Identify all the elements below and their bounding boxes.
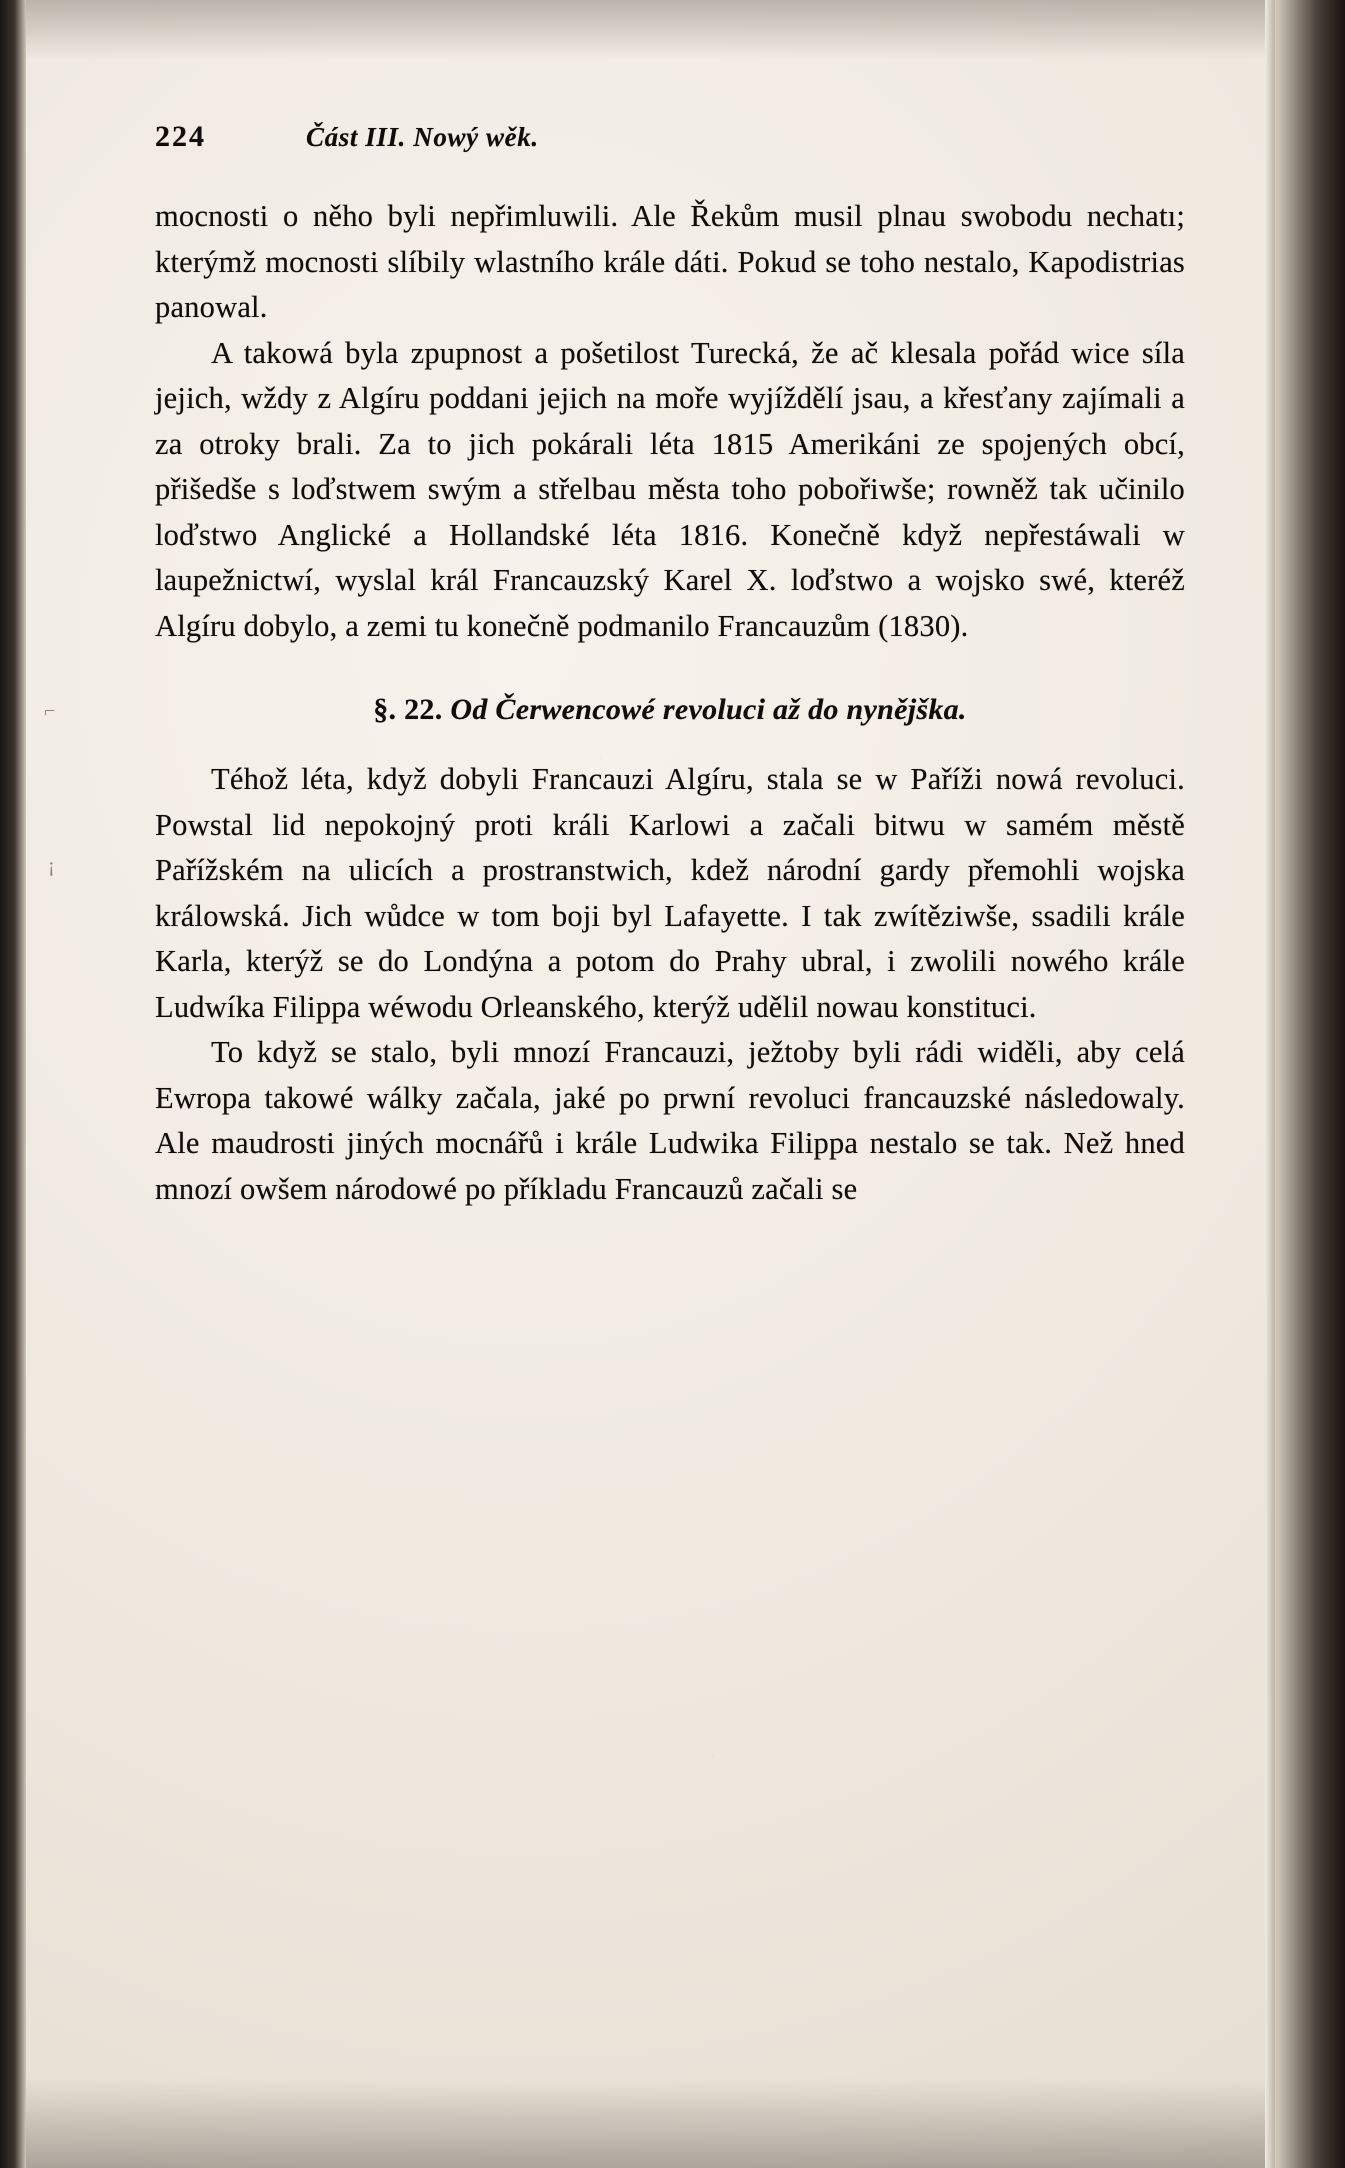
running-title: Část III. Nowý wěk. <box>306 122 539 152</box>
margin-mark-lower: ¡ <box>48 855 55 877</box>
paragraph: mocnosti o něho byli nepřimluwili. Ale Řekům musil plnau swobodu nechatı; kterýmž mocnosti slíbily wlastního krále dáti. Pokud se toho nestalo, Kapodistrias panowal. <box>155 199 1185 324</box>
left-scan-gutter <box>0 0 26 2168</box>
section-heading <box>155 693 1185 727</box>
page-number: 224 <box>155 120 206 153</box>
section-mark: §. 22. <box>373 693 443 726</box>
right-page-edge <box>1265 0 1275 2168</box>
paragraph: A takowá byla zpupnost a pošetilost Turecká, že ač klesala pořád wice síla jejich, wždy z Algíru poddani jejich na moře wyjíždělí jsau, a křesťany zajímali a za otroky brali. Za to jich pokárali léta 1815 Amerikáni ze spojených obcí, přišedše s loďstwem swým a střelbau města toho pobořiwše; rowněž tak učinilo loďstwo Anglické a Hollandské léta 1816. Konečně když nepřestáwali w laupežnictwí, wyslal král Francauzský Karel X. loďstwo a wojsko swé, kteréž Algíru dobylo, a zemi tu konečně podmanilo Francauzům (1830). <box>155 335 1185 643</box>
page-text-block <box>155 120 1185 1212</box>
paragraph: Téhož léta, když dobyli Francauzi Algíru, stala se w Paříži nowá revoluci. Powstal lid nepokojný proti králi Karlowi a začali bitwu w samém městě Pařížském na ulicích a prostranstwich, kdež národní gardy přemohli wojska králowská. Jich wůdce w tom boji byl Lafayette. I tak zwítěziwše, ssadili krále Karla, kterýž se do Londýna a potom do Prahy ubral, i zwolili nowého krále Ludwíka Filippa wéwodu Orleanského, kterýž udělil nowau konstituci. <box>155 762 1185 1024</box>
margin-mark-upper: ⌐ <box>44 700 56 722</box>
section-title: Od Čerwencowé revoluci až do nynějška. <box>450 693 967 726</box>
paragraph: To když se stalo, byli mnozí Francauzi, ježtoby byli rádi widěli, aby celá Ewropa takowé wálky začala, jaké po prwní revoluci francauzské následowaly. Ale maudrosti jiných mocnářů i krále Ludwika Filippa nestalo se tak. Než hned mnozí owšem národowé po příkladu Francauzů začali se <box>155 1035 1185 1206</box>
running-head <box>155 120 1185 154</box>
right-scan-gutter <box>1275 0 1345 2168</box>
